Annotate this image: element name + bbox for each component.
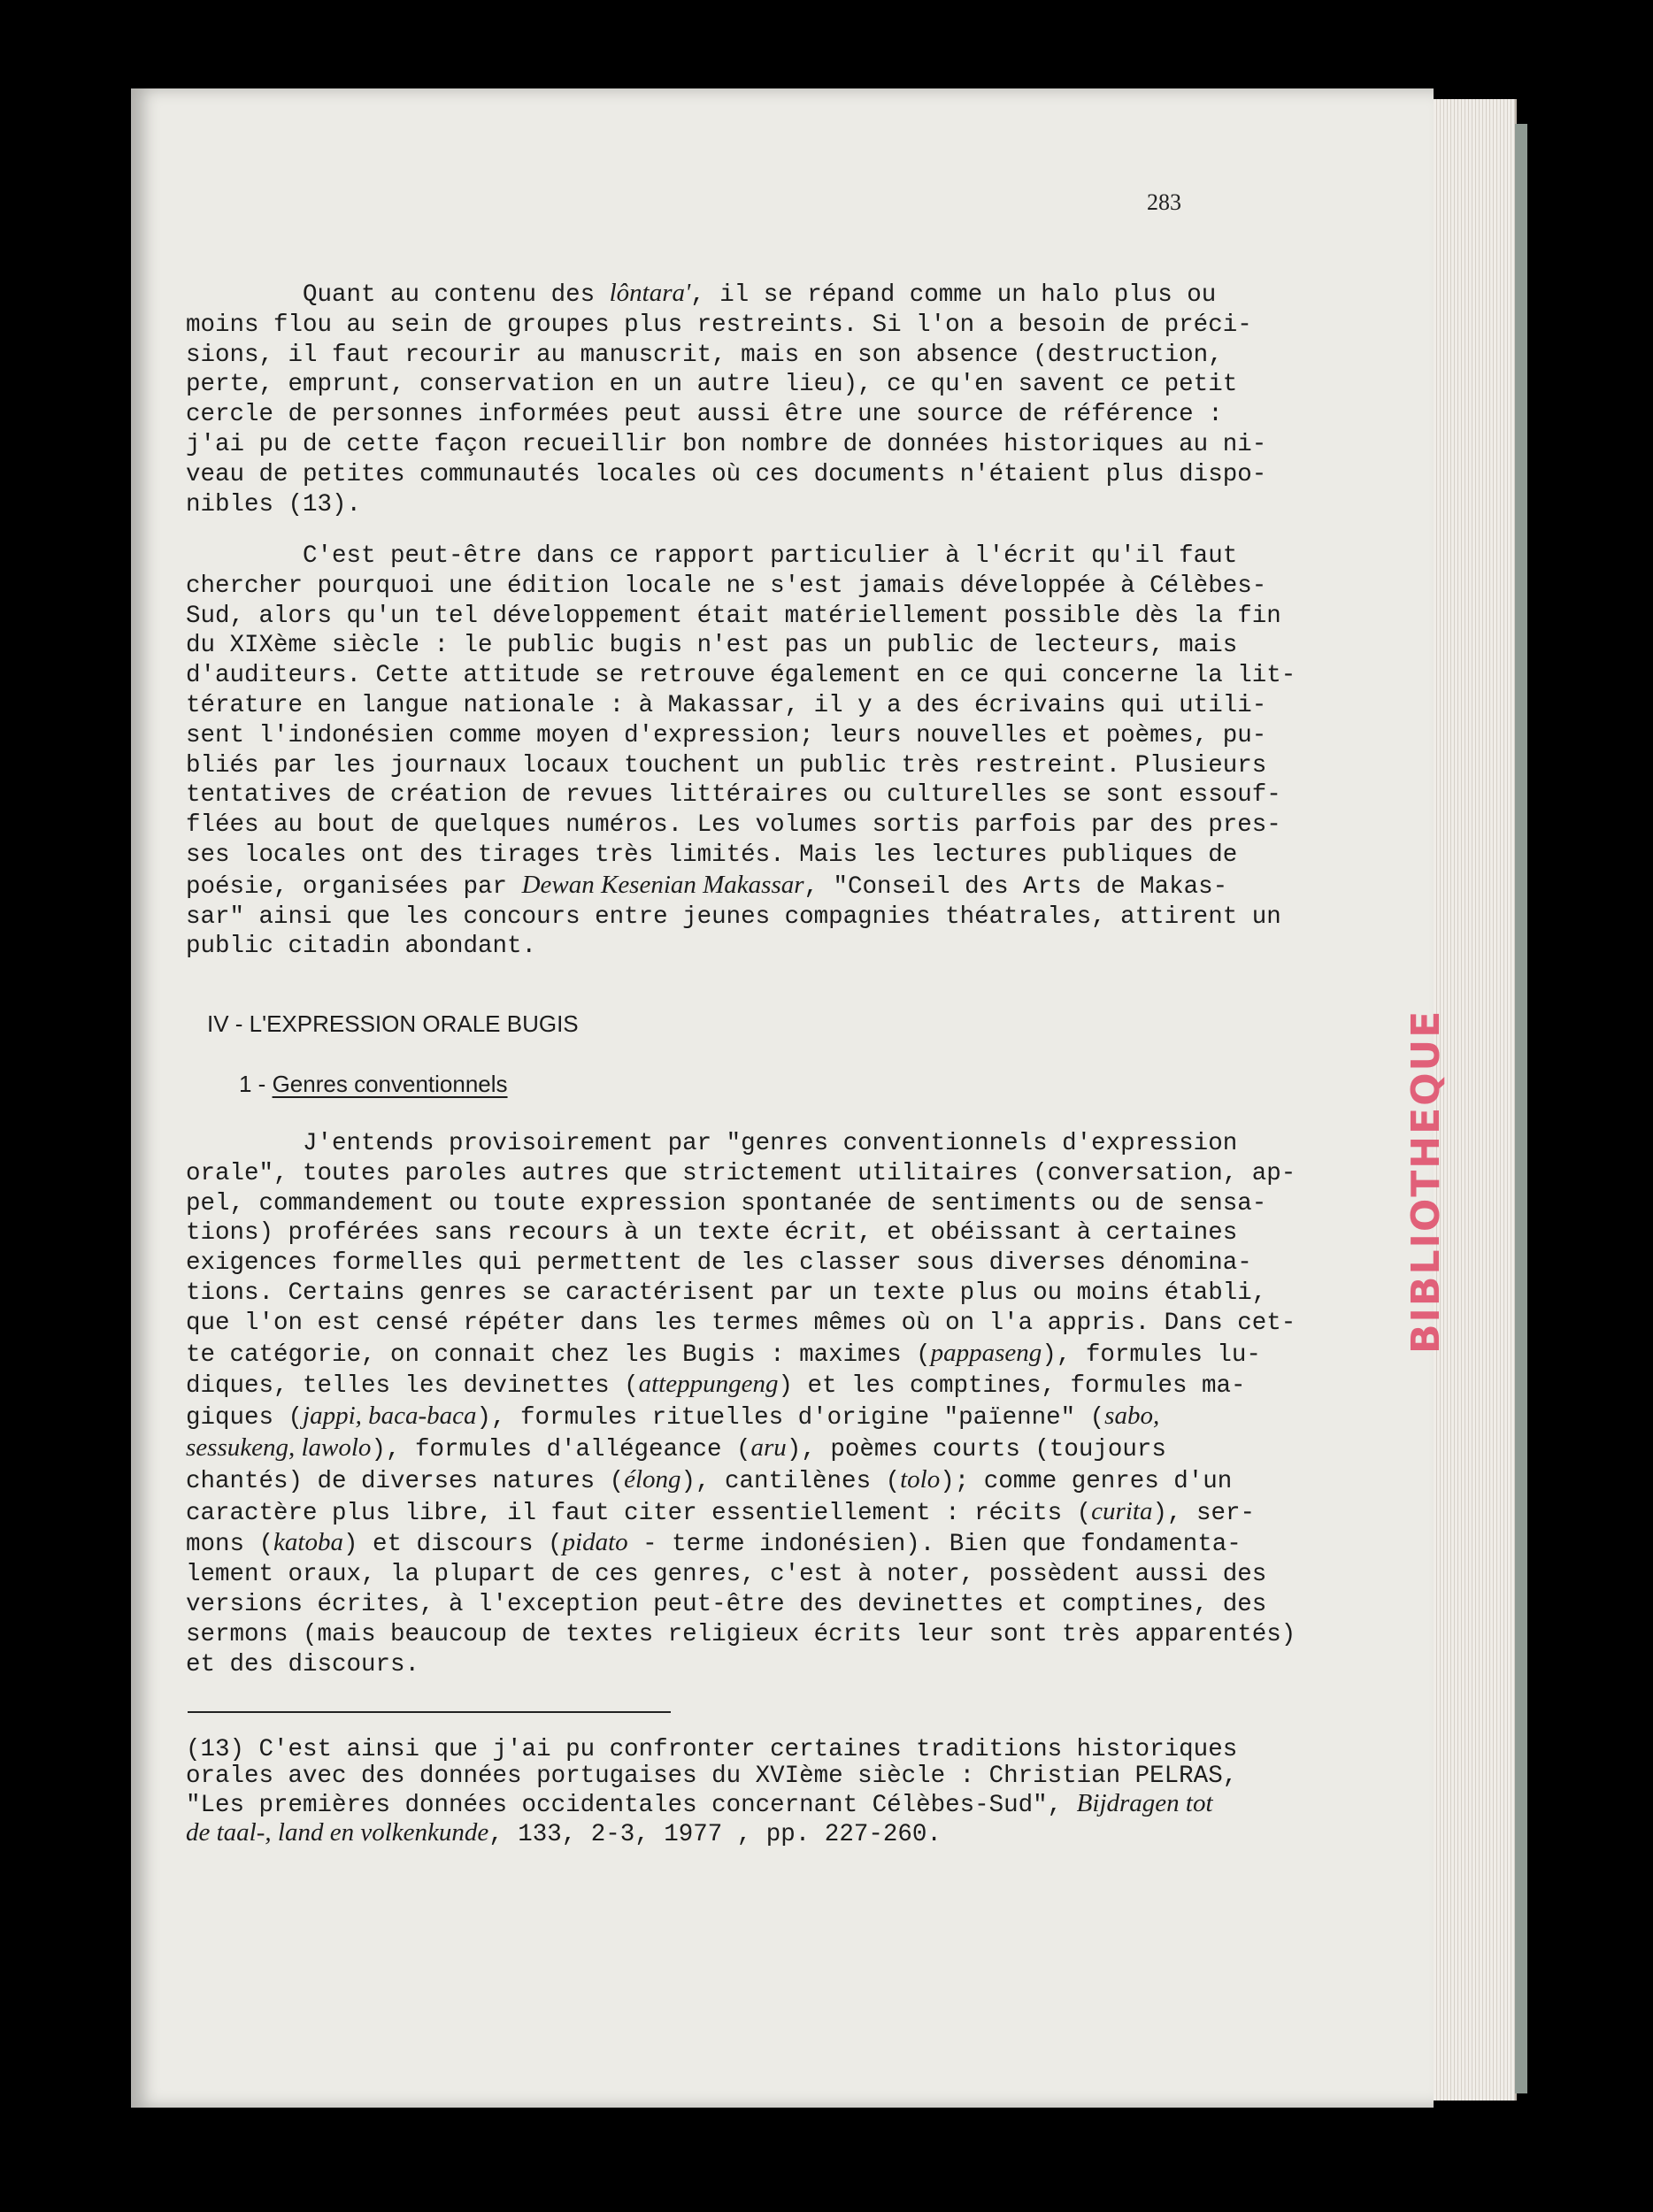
text-line: que l'on est censé répéter dans les termes mêmes où on l'a appris. Dans cet- <box>186 1309 1296 1337</box>
italic-term: Bijdragen tot <box>1076 1789 1213 1817</box>
text-line: Quant au contenu des lôntara', il se répand comme un halo plus ou <box>186 279 1217 309</box>
text-line: tions. Certains genres se caractérisent par un texte plus ou moins établi, <box>186 1279 1267 1307</box>
italic-term: élong <box>624 1464 681 1494</box>
text-line: caractère plus libre, il faut citer essentiellement : récits (curita), ser- <box>186 1496 1255 1527</box>
paragraph-lontara-content <box>186 279 1274 519</box>
text-line: tentatives de création de revues littéraires ou culturelles se sont essouf- <box>186 781 1281 810</box>
italic-term: atteppungeng <box>638 1370 779 1399</box>
text-line: orale", toutes paroles autres que strictement utilitaires (conversation, ap- <box>186 1159 1296 1187</box>
text-line: (13) C'est ainsi que j'ai pu confronter certaines traditions historiques <box>186 1736 1238 1763</box>
text-line: tions) proférées sans recours à un texte écrit, et obéissant à certaines <box>186 1219 1238 1248</box>
text-line: de taal-, land en volkenkunde, 133, 2-3, 1977 , pp. 227-260. <box>186 1818 942 1848</box>
text-line: moins flou au sein de groupes plus restreints. Si l'on a besoin de préci- <box>186 311 1252 339</box>
subsection-title: Genres conventionnels <box>272 1071 508 1097</box>
text-line: Sud, alors qu'un tel développement était matériellement possible dès la fin <box>186 602 1281 630</box>
text-line: perte, emprunt, conservation en un autre lieu), ce qu'en savent ce petit <box>186 371 1238 399</box>
italic-term: tolo <box>900 1464 941 1494</box>
text-line: bliés par les journaux locaux touchent un public très restreint. Plusieurs <box>186 751 1267 780</box>
text-line: poésie, organisées par Dewan Kesenian Makassar, "Conseil des Arts de Makas- <box>186 870 1228 901</box>
text-line: versions écrites, à l'exception peut-être des devinettes et comptines, des <box>186 1590 1267 1618</box>
text-line: d'auditeurs. Cette attitude se retrouve également en ce qui concerne la lit- <box>186 662 1296 690</box>
text-line: flées au bout de quelques numéros. Les volumes sortis parfois par des pres- <box>186 811 1281 840</box>
text-line: et des discours. <box>186 1650 420 1678</box>
footnote-rule <box>188 1711 671 1713</box>
text-line: du XIXème siècle : le public bugis n'est pas un public de lecteurs, mais <box>186 632 1238 660</box>
italic-term: lôntara' <box>609 279 691 307</box>
italic-term: katoba <box>273 1528 343 1557</box>
book-cover-edge <box>1515 124 1527 2093</box>
library-stamp: BIBLIOTHEQUE <box>1403 1009 1449 1354</box>
section-heading: IV - L'EXPRESSION ORALE BUGIS <box>207 1010 579 1037</box>
italic-term: de taal-, land en volkenkunde <box>186 1818 489 1847</box>
text-line: chantés) de diverses natures (élong), cantilènes (tolo); comme genres d'un <box>186 1464 1233 1495</box>
text-line: térature en langue nationale : à Makassar, il y a des écrivains qui utili- <box>186 691 1267 719</box>
paragraph-conventional-genres <box>186 1129 1296 1679</box>
text-line: diques, telles les devinettes (atteppungeng) et les comptines, formules ma- <box>186 1370 1246 1401</box>
text-line: j'ai pu de cette façon recueillir bon nombre de données historiques au ni- <box>186 430 1267 458</box>
subsection-number: 1 - <box>239 1071 273 1097</box>
page-number: 283 <box>1147 189 1181 215</box>
text-line: C'est peut-être dans ce rapport particulier à l'écrit qu'il faut <box>186 542 1238 570</box>
italic-term: pidato <box>562 1528 628 1557</box>
italic-term: sabo, <box>1104 1402 1160 1431</box>
text-line: veau de petites communautés locales où ces documents n'étaient plus dispo- <box>186 460 1267 488</box>
text-line: giques (jappi, baca-baca), formules rituelles d'origine "païenne" (sabo, <box>186 1402 1160 1432</box>
text-line: ses locales ont des tirages très limités. Mais les lectures publiques de <box>186 841 1238 869</box>
text-line: nibles (13). <box>186 490 362 518</box>
italic-term: curita <box>1091 1496 1153 1525</box>
italic-term: sessukeng, lawolo <box>186 1432 372 1462</box>
text-line: sent l'indonésien comme moyen d'expression; leurs nouvelles et poèmes, pu- <box>186 721 1267 749</box>
text-line: J'entends provisoirement par "genres conventionnels d'expression <box>186 1130 1238 1157</box>
text-line: pel, commandement ou toute expression spontanée de sentiments ou de sensa- <box>186 1189 1267 1217</box>
text-line: orales avec des données portugaises du XVIème siècle : Christian PELRAS, <box>186 1763 1238 1790</box>
text-line: exigences formelles qui permettent de les classer sous diverses dénomina- <box>186 1249 1252 1278</box>
text-line: lement oraux, la plupart de ces genres, c'est à noter, possèdent aussi des <box>186 1561 1267 1589</box>
text-line: public citadin abondant. <box>186 933 537 961</box>
text-line: "Les premières données occidentales concernant Célèbes-Sud", Bijdragen tot <box>186 1789 1213 1819</box>
italic-term: Dewan Kesenian Makassar <box>521 870 804 899</box>
text-line: sar" ainsi que les concours entre jeunes compagnies théatrales, attirent un <box>186 902 1281 931</box>
italic-term: aru <box>750 1432 787 1462</box>
text-line: sions, il faut recourir au manuscrit, mais en son absence (destruction, <box>186 341 1223 369</box>
italic-term: jappi, baca-baca <box>303 1402 477 1431</box>
text-line: mons (katoba) et discours (pidato - terme indonésien). Bien que fondamenta- <box>186 1528 1242 1559</box>
text-line: sessukeng, lawolo), formules d'allégeance (aru), poèmes courts (toujours <box>186 1432 1166 1463</box>
italic-term: pappaseng <box>930 1338 1042 1367</box>
paragraph-local-edition <box>186 541 1296 962</box>
text-line: chercher pourquoi une édition locale ne s'est jamais développée à Célèbes- <box>186 572 1267 600</box>
subsection-heading <box>239 1071 508 1098</box>
footnote-13 <box>186 1737 1274 1848</box>
text-line: sermons (mais beaucoup de textes religieux écrits leur sont très apparentés) <box>186 1620 1296 1648</box>
text-line: cercle de personnes informées peut aussi être une source de référence : <box>186 401 1223 429</box>
text-line: te catégorie, on connait chez les Bugis : maximes (pappaseng), formules lu- <box>186 1338 1261 1369</box>
